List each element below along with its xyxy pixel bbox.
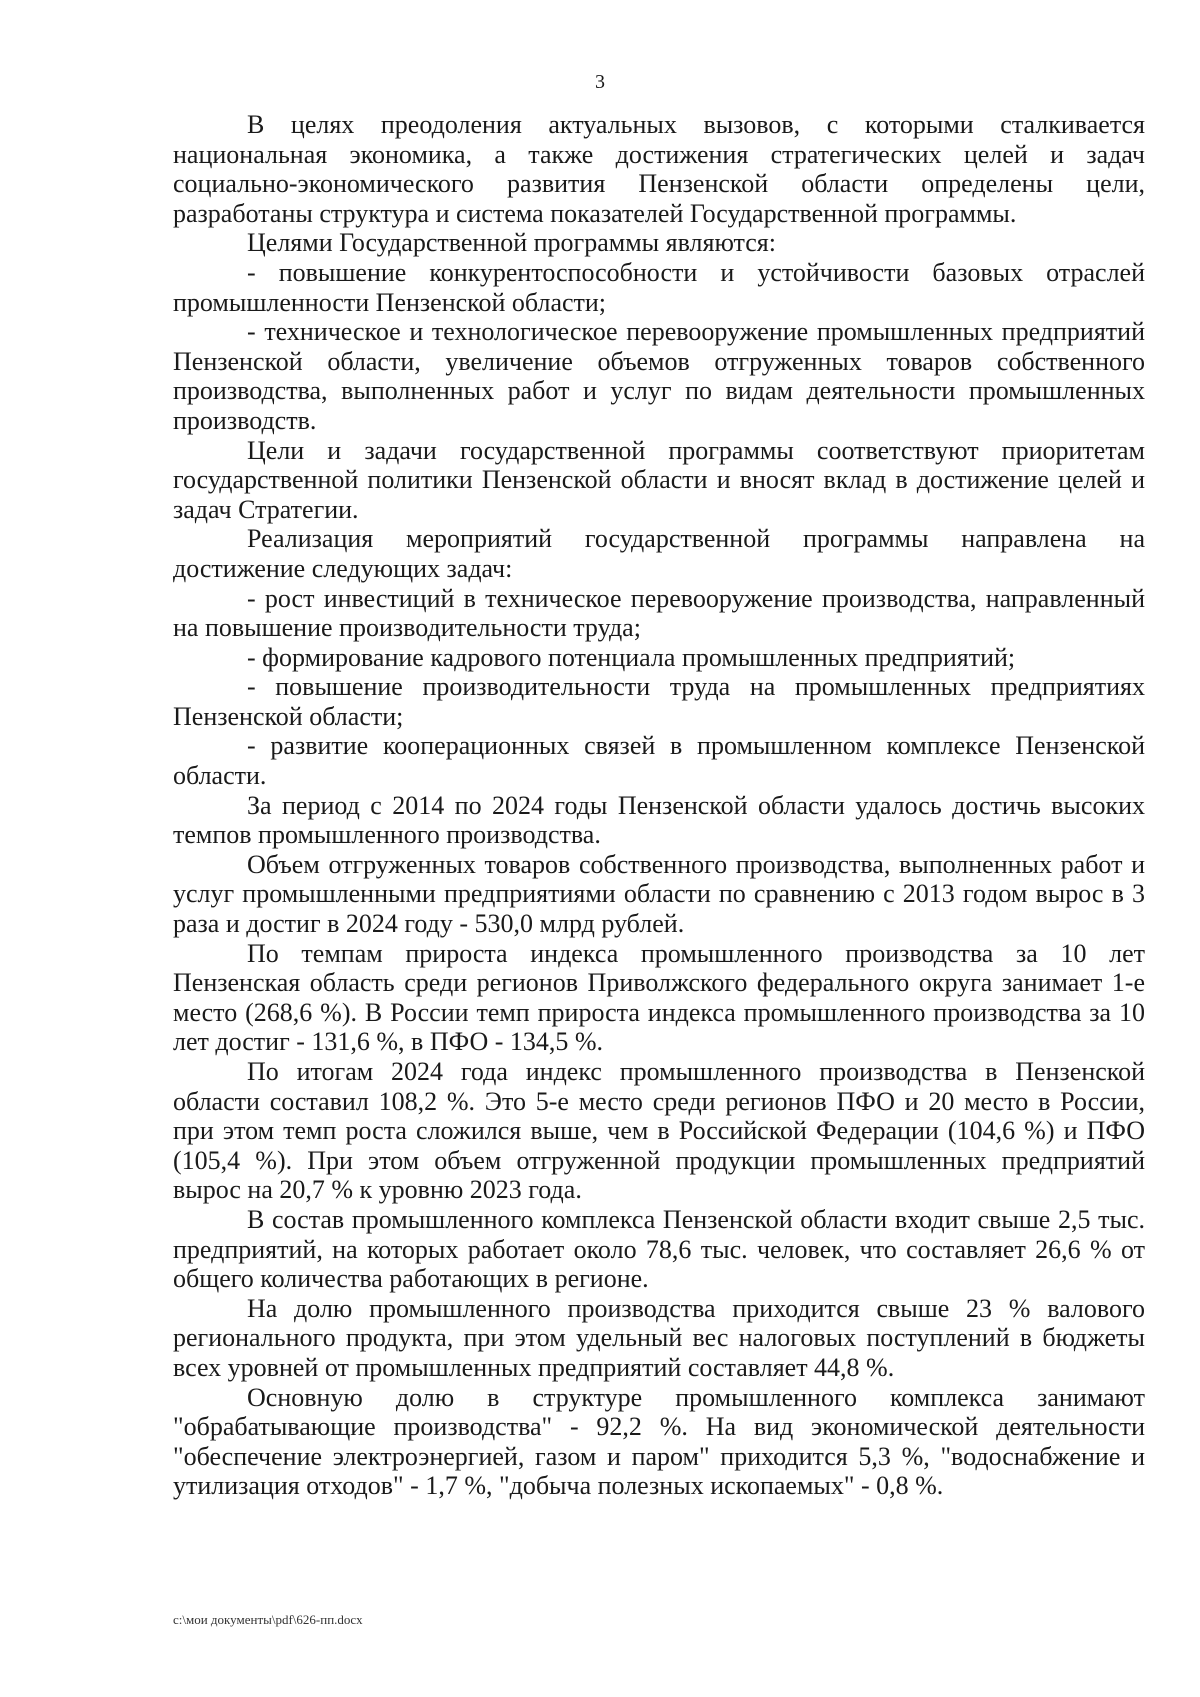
- paragraph-tasks-heading: Реализация мероприятий государственной программы направлена на достижение следующих задач:: [173, 524, 1145, 583]
- page-number: 3: [595, 71, 605, 93]
- task-item-cooperation: - развитие кооперационных связей в промышленном комплексе Пензенской области.: [173, 731, 1145, 791]
- document-body: [173, 110, 1145, 1501]
- paragraph-priorities: Цели и задачи государственной программы соответствуют приоритетам государственной политики Пензенской области и вносят вклад в достижение целей и задач Стратегии.: [173, 435, 1145, 524]
- paragraph-2024-results: По итогам 2024 года индекс промышленного производства в Пензенской области составил 108,2 %. Это 5-е место среди регионов ПФО и 20 место в России, при этом темп роста сложился выше, чем в Российской Федерации (104,6 %) и ПФО (105,4 %). При этом объем отгруженной продукции промышленных предприятий вырос на 20,7 % к уровню 2023 года.: [173, 1057, 1145, 1205]
- footer-file-path: c:\мои документы\pdf\626-пп.docx: [173, 1612, 363, 1627]
- goal-item-rearmament: - техническое и технологическое перевооружение промышленных предприятий Пензенской области, увеличение объемов отгруженных товаров собственного производства, выполненных работ и услуг по видам деятельности промышленных производств.: [173, 317, 1145, 435]
- paragraph-goals-heading: Целями Государственной программы являются:: [247, 228, 776, 258]
- paragraph-shipment-volume: Объем отгруженных товаров собственного производства, выполненных работ и услуг промышленными предприятиями области по сравнению с 2013 годом вырос в 3 раза и достиг в 2024 году - 530,0 млрд рублей.: [173, 849, 1145, 939]
- goal-item-competitiveness: - повышение конкурентоспособности и устойчивости базовых отраслей промышленности Пензенской области;: [173, 257, 1145, 317]
- paragraph-grp-share: На долю промышленного производства приходится свыше 23 % валового регионального продукта, при этом удельный вес налоговых поступлений в бюджеты всех уровней от промышленных предприятий составляет 44,8 %.: [173, 1293, 1145, 1382]
- paragraph-enterprises: В состав промышленного комплекса Пензенской области входит свыше 2,5 тыс. предприятий, на которых работает около 78,6 тыс. человек, что составляет 26,6 % от общего количества работающих в регионе.: [173, 1204, 1145, 1294]
- task-item-productivity: - повышение производительности труда на промышленных предприятиях Пензенской области;: [173, 672, 1145, 731]
- task-item-personnel: - формирование кадрового потенциала промышленных предприятий;: [247, 642, 1016, 672]
- paragraph-growth-rate: По темпам прироста индекса промышленного производства за 10 лет Пензенская область среди регионов Приволжского федерального округа занимает 1-е место (268,6 %). В России темп прироста индекса промышленного производства за 10 лет достиг - 131,6 %, в ПФО - 134,5 %.: [173, 938, 1145, 1057]
- paragraph-period-results: За период с 2014 по 2024 годы Пензенской области удалось достичь высоких темпов промышленного производства.: [173, 790, 1145, 850]
- paragraph-structure: Основную долю в структуре промышленного комплекса занимают "обрабатывающие производства" - 92,2 %. На вид экономической деятельности "обеспечение электроэнергией, газом и паром" приходится 5,3 %, "водоснабжение и утилизация отходов" - 1,7 %, "добыча полезных ископаемых" - 0,8 %.: [173, 1382, 1145, 1501]
- paragraph-intro: В целях преодоления актуальных вызовов, с которыми сталкивается национальная экономика, а также достижения стратегических целей и задач социально-экономического развития Пензенской области определены цели, разработаны структура и система показателей Государственной программы.: [173, 110, 1145, 228]
- task-item-investment: - рост инвестиций в техническое перевооружение производства, направленный на повышение производительности труда;: [173, 583, 1145, 643]
